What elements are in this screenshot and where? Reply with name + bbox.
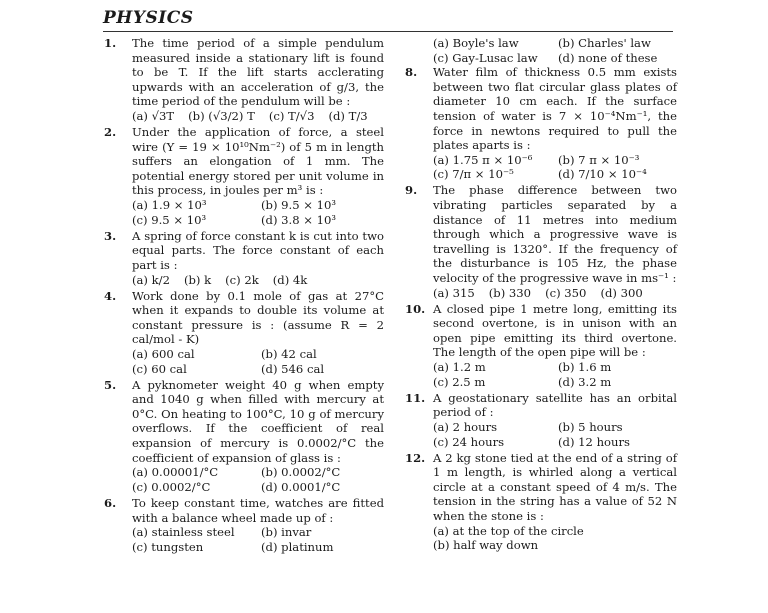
question-number: 1. xyxy=(104,36,117,50)
option: (c) 7/π × 10⁻⁵ xyxy=(433,167,514,182)
option: (c) Gay-Lusac law xyxy=(433,50,538,65)
question-number: 5. xyxy=(104,377,117,392)
option: (c) T/√3 xyxy=(268,108,315,123)
option: (b) 5 hours xyxy=(558,419,623,434)
option: (d) 7/10 × 10⁻⁴ xyxy=(558,167,647,182)
option: (b) 1.6 m xyxy=(558,360,612,375)
options xyxy=(433,153,677,182)
option: (a) 315 xyxy=(433,285,475,300)
question-number: 11. xyxy=(405,390,426,405)
option: (c) tungsten xyxy=(132,539,204,554)
question xyxy=(104,496,384,554)
option: (d) platinum xyxy=(261,539,334,554)
option: (d) 12 hours xyxy=(558,434,630,449)
question-number: 2. xyxy=(104,125,117,140)
question-number: 9. xyxy=(405,183,418,198)
options xyxy=(433,286,677,301)
question xyxy=(405,391,677,449)
question-number: 3. xyxy=(104,228,117,243)
options xyxy=(132,465,384,494)
right-column xyxy=(405,36,677,554)
question xyxy=(104,229,384,287)
option: (b) 42 cal xyxy=(261,346,317,361)
option: (c) 350 xyxy=(545,285,587,300)
question-text: A 2 kg stone tied at the end of a string of 1 m length, is whirled along a vertical circle at a constant speed of 4 m/s. The tension in the string has a value of 52 N when the stone is : xyxy=(433,450,677,523)
option: (b) (√3/2) T xyxy=(188,108,255,123)
option: (b) 7 π × 10⁻³ xyxy=(558,152,640,167)
option: (a) 600 cal xyxy=(132,346,195,361)
option: (b) invar xyxy=(261,525,312,540)
option: (a) Boyle's law xyxy=(433,36,519,50)
option: (d) 546 cal xyxy=(261,361,325,376)
option: (a) 1.2 m xyxy=(433,360,486,375)
subject-header: PHYSICS xyxy=(103,8,194,28)
question xyxy=(405,65,677,182)
question-7-options xyxy=(433,36,677,65)
option: (c) 0.0002/°C xyxy=(132,479,211,494)
option: (c) 2.5 m xyxy=(433,374,486,389)
option: (a) stainless steel xyxy=(132,525,235,540)
question-number: 6. xyxy=(104,495,117,510)
question-number: 4. xyxy=(104,288,117,303)
question-text: The time period of a simple pendulum measured inside a stationary lift is found to be T. If the lift starts acclerating upwards with an acceleration of g/3, the time period of the pendulum will be : xyxy=(132,36,384,109)
question-text: To keep constant time, watches are fitted with a balance wheel made up of : xyxy=(132,495,384,525)
option: (d) 3.2 m xyxy=(558,374,612,389)
option: (d) 4k xyxy=(272,272,308,287)
question-text: Work done by 0.1 mole of gas at 27°C when it expands to double its volume at constant pressure is : (assume R = 2 cal/mol - K) xyxy=(132,288,384,347)
options xyxy=(132,198,384,227)
options xyxy=(433,420,677,449)
option: (b) half way down xyxy=(433,538,539,553)
option: (b) 330 xyxy=(488,285,532,300)
options xyxy=(132,525,384,554)
options xyxy=(433,524,677,553)
question xyxy=(104,125,384,227)
option: (a) 0.00001/°C xyxy=(132,465,219,480)
option: (a) 1.75 π × 10⁻⁶ xyxy=(433,152,533,167)
question xyxy=(405,302,677,390)
question xyxy=(405,451,677,553)
right-questions xyxy=(405,65,677,553)
question-number: 12. xyxy=(405,450,426,465)
question-7-continued xyxy=(405,36,677,65)
question-text: A closed pipe 1 metre long, emitting its second overtone, is in unison with an open pipe emitting its third overtone. The length of the open pipe will be : xyxy=(433,301,677,360)
option: (a) 2 hours xyxy=(433,419,498,434)
options xyxy=(132,347,384,376)
question xyxy=(104,289,384,377)
option: (d) 300 xyxy=(600,285,643,300)
option: (b) 0.0002/°C xyxy=(261,465,341,480)
option: (a) √3T xyxy=(132,108,175,123)
options xyxy=(132,273,384,288)
question-text: A pyknometer weight 40 g when empty and 1040 g when filled with mercury at 0°C. On heating to 100°C, 10 g of mercury overflows. If the coefficient of real expansion of mercury is 0.0002/°C the coefficient of expansion of glass is : xyxy=(132,377,384,465)
left-column xyxy=(104,36,384,556)
question xyxy=(104,378,384,495)
question-text: A spring of force constant k is cut into two equal parts. The force constant of each part is : xyxy=(132,228,384,272)
question-number: 8. xyxy=(405,65,418,80)
option: (b) Charles' law xyxy=(558,36,651,50)
option: (c) 9.5 × 10³ xyxy=(132,212,207,227)
question-text: The phase difference between two vibrating particles separated by a distance of 11 metres into medium through which a progressive wave is travelling is 1320°. If the frequency of the disturbance is 105 Hz, the phase velocity of the progressive wave in ms⁻¹ : xyxy=(433,183,677,285)
option: (d) 0.0001/°C xyxy=(261,479,341,494)
question-text: Water film of thickness 0.5 mm exists between two flat circular glass plates of diameter 10 cm each. If the surface tension of water is 7 × 10⁻⁴Nm⁻¹, the force in newtons required to pull the plates aparts is : xyxy=(433,65,677,153)
option: (c) 60 cal xyxy=(132,361,187,376)
option: (d) T/3 xyxy=(328,108,368,123)
question xyxy=(104,36,384,124)
header-rule xyxy=(103,31,673,32)
option: (a) 1.9 × 10³ xyxy=(132,198,207,213)
option: (c) 2k xyxy=(225,272,259,287)
option: (a) k/2 xyxy=(132,272,170,287)
question-text: A geostationary satellite has an orbital period of : xyxy=(433,390,677,420)
option: (d) 3.8 × 10³ xyxy=(261,212,337,227)
options xyxy=(132,109,384,124)
option: (d) none of these xyxy=(558,50,658,65)
question-number: 10. xyxy=(405,301,426,316)
question-text: Under the application of force, a steel wire (Y = 19 × 10¹⁰Nm⁻²) of 5 m in length suffers an elongation of 1 mm. The potential energy stored per unit volume in this process, in joules per m³ is : xyxy=(132,125,384,198)
option: (c) 24 hours xyxy=(433,434,505,449)
question xyxy=(405,183,677,300)
option: (b) 9.5 × 10³ xyxy=(261,198,337,213)
option: (a) at the top of the circle xyxy=(433,523,584,538)
options xyxy=(433,360,677,389)
option: (b) k xyxy=(183,272,212,287)
